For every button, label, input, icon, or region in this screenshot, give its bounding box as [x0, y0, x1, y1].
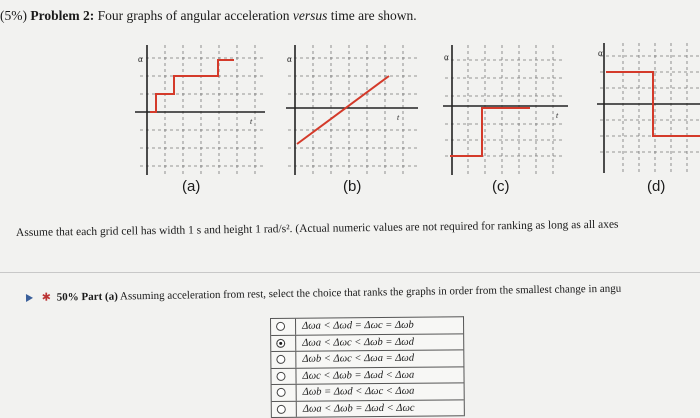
radio-button[interactable] — [276, 322, 285, 331]
graph-label-d: (d) — [647, 178, 666, 195]
radio-button[interactable] — [277, 388, 286, 397]
graph-d — [595, 38, 700, 195]
part-label: Part (a) — [81, 290, 118, 304]
choice-row[interactable] — [271, 317, 463, 335]
part-percent: 50% — [56, 291, 79, 304]
radio-button[interactable] — [276, 355, 285, 364]
graph-b — [283, 40, 423, 195]
part-a-question — [26, 282, 621, 304]
problem-text-a: Four graphs of angular acceleration — [97, 8, 290, 23]
choice-row[interactable] — [271, 367, 463, 385]
choice-text: Δωb = Δωd < Δωc < Δωa — [302, 385, 415, 398]
graph-label-b: (b) — [343, 178, 362, 195]
part-question-text: Assuming acceleration from rest, select the choice that ranks the graphs in order from the smallest change in angu — [119, 282, 622, 303]
alpha-axis-label-a: α — [138, 54, 143, 64]
radio-button-selected[interactable] — [276, 339, 285, 348]
graph-label-c: (c) — [492, 178, 510, 195]
choice-row[interactable] — [271, 334, 463, 352]
graph-a — [130, 40, 270, 195]
graph-c — [440, 40, 575, 195]
radio-button[interactable] — [277, 405, 286, 414]
alpha-axis-label-c: α — [444, 52, 449, 62]
answer-choices — [270, 316, 465, 418]
graph-label-a: (a) — [182, 178, 201, 195]
versus-text: versus — [292, 8, 328, 23]
time-axis-label-c: t — [556, 111, 559, 120]
points-label: (5%) — [0, 8, 27, 23]
choice-row[interactable] — [271, 350, 463, 368]
choice-row[interactable] — [272, 383, 464, 401]
time-axis-label-a: t — [250, 117, 253, 126]
choice-row[interactable] — [272, 400, 464, 418]
time-axis-label-b: t — [397, 113, 400, 122]
problem-title — [0, 8, 417, 24]
star-icon: ✱ — [41, 291, 52, 304]
choice-text: Δωa < Δωd = Δωc = Δωb — [302, 319, 414, 332]
choice-text: Δωb < Δωc < Δωa = Δωd — [302, 352, 415, 365]
radio-button[interactable] — [276, 372, 285, 381]
problem-text-b: time are shown. — [330, 8, 417, 23]
choice-text: Δωa < Δωc < Δωb = Δωd — [302, 336, 414, 349]
assumption-note: Assume that each grid cell has width 1 s and height 1 rad/s². (Actual numeric values are not required for ranking as long as all axes — [15, 218, 619, 239]
problem-number: Problem 2: — [30, 8, 95, 23]
choice-text: Δωc < Δωb = Δωd < Δωa — [302, 369, 415, 382]
alpha-axis-label-b: α — [287, 54, 292, 64]
section-divider — [0, 272, 700, 273]
alpha-axis-label-d: α — [598, 48, 603, 58]
choice-text: Δωa < Δωb = Δωd < Δωc — [302, 402, 415, 415]
expand-arrow-icon[interactable] — [26, 294, 33, 302]
